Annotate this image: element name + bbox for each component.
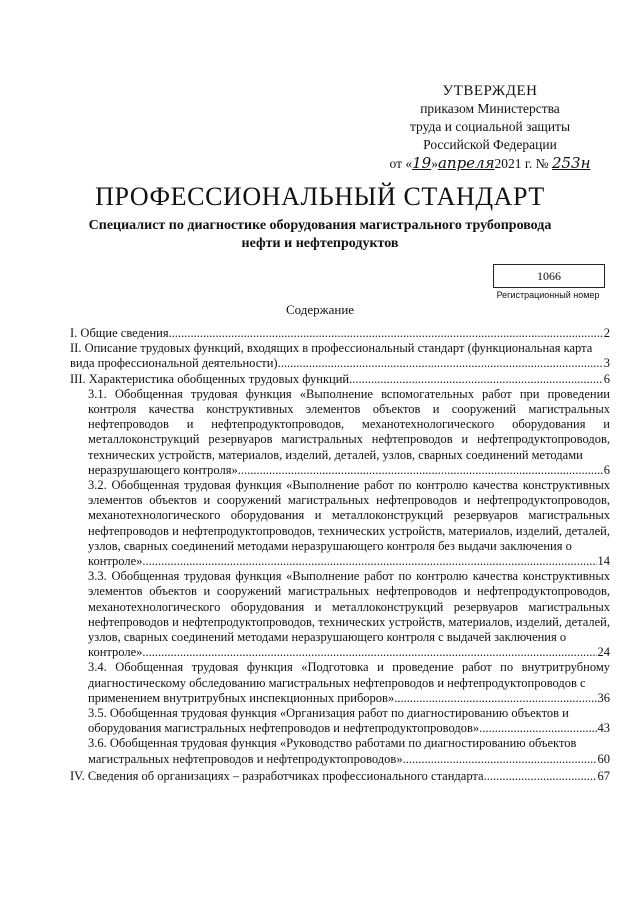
toc-entry-text: I. Общие сведения [70, 326, 169, 340]
toc-entry-section-2[interactable] [70, 341, 610, 371]
date-prefix: от « [389, 156, 413, 171]
toc-leader-dots [484, 769, 597, 784]
approval-line-3: Российской Федерации [423, 137, 557, 152]
toc-page-number: 6 [603, 371, 610, 386]
toc-entry-3-3[interactable] [70, 569, 610, 660]
toc-page-number: 43 [597, 721, 610, 736]
toc-leader-dots [142, 554, 596, 569]
toc-entry-text: 3.6. Обобщенная трудовая функция «Руководство работами по диагностированию объектов [88, 736, 577, 751]
toc-entry-text: 3.2. Обобщенная трудовая функция «Выполнение работ по контролю качества конструктивных элементов объектов и сооружений магистральных нефтепроводов и нефтепродуктопроводов, механотехнологического оборудования и металлоконструкций резервуаров магистральных нефтепроводов и нефтепродуктопроводов, технических устройств, материалов, изделий, деталей, узлов, сварных соединений методами неразрушающего контроля без выдачи заключения о [88, 478, 610, 553]
toc-heading: Содержание [285, 302, 355, 317]
toc-leader-dots [238, 463, 603, 478]
toc-leader-dots [394, 691, 596, 706]
approval-heading: УТВЕРЖДЕН [442, 83, 538, 99]
toc-leader-dots [403, 752, 597, 767]
toc-page-number: 6 [603, 462, 610, 477]
toc-entry-text: II. Описание трудовых функций, входящих в профессиональный стандарт (функциональная карта [70, 341, 593, 356]
toc-page-number: 36 [597, 690, 610, 705]
toc-leader-dots [349, 372, 603, 387]
registration-number-box: 1066 [493, 264, 605, 288]
handwritten-order-number: 253н [551, 154, 591, 172]
document-title: ПРОФЕССИОНАЛЬНЫЙ СТАНДАРТ [95, 182, 545, 211]
toc-page-number: 24 [597, 645, 610, 660]
date-year: 2021 г. № [494, 156, 549, 171]
toc-leader-dots [479, 721, 596, 736]
toc-entry-text: IV. Сведения об организациях – разработчиках профессионального стандарта [70, 768, 484, 783]
toc-entry-section-1[interactable] [70, 326, 610, 341]
toc-entry-3-5[interactable] [70, 706, 610, 736]
toc-entry-section-3[interactable] [70, 372, 610, 387]
toc-page-number: 14 [597, 554, 610, 569]
toc-entry-text-end: контроле» [88, 645, 143, 660]
toc-entry-text: 3.1. Обобщенная трудовая функция «Выполнение вспомогательных работ при проведении контроля качества конструктивных элементов объектов и сооружений магистральных нефтепроводов и нефтепродуктопроводов, механотехнологического оборудования и металлоконструкций резервуаров магистральных нефтепроводов и нефтепродуктопроводов, технических устройств, материалов, изделий, деталей, узлов, сварных соединений методами [88, 386, 610, 462]
handwritten-month: апреля [437, 154, 495, 172]
table-of-contents [70, 326, 610, 784]
toc-entry-3-6[interactable] [70, 736, 610, 766]
document-subtitle: Специалист по диагностике оборудования магистрального трубопровода нефти и нефтепродуктов [88, 218, 552, 251]
toc-page-number: 67 [597, 768, 610, 783]
toc-entry-section-4[interactable] [70, 769, 610, 784]
toc-page-number: 60 [597, 751, 610, 766]
toc-entry-text-end: оборудования магистральных нефтепроводов и нефтепродуктопроводов» [88, 721, 480, 736]
toc-leader-dots [278, 356, 603, 371]
toc-entry-text: 3.5. Обобщенная трудовая функция «Организация работ по диагностированию объектов и [88, 706, 569, 721]
toc-entry-3-4[interactable] [70, 660, 610, 706]
approval-block [380, 82, 600, 173]
handwritten-day: 19 [412, 154, 432, 172]
approval-date-line [380, 154, 600, 173]
toc-entry-text-end: контроле» [88, 554, 143, 569]
date-mid: » [431, 156, 438, 171]
toc-page-number: 3 [603, 356, 610, 371]
toc-entry-text: 3.4. Обобщенная трудовая функция «Подготовка и проведение работ по внутритрубному диагностическому обследованию магистральных нефтепроводов и нефтепродуктопроводов с [88, 660, 610, 690]
toc-entry-text-end: применением внутритрубных инспекционных приборов» [88, 690, 395, 705]
toc-page-number: 2 [603, 326, 610, 340]
toc-entry-text: III. Характеристика обобщенных трудовых функций [70, 371, 350, 386]
approval-line-1: приказом Министерства [420, 101, 560, 116]
toc-entry-text-end: вида профессиональной деятельности) [70, 356, 278, 371]
registration-number-label: Регистрационный номер [496, 290, 600, 300]
toc-entry-text: 3.3. Обобщенная трудовая функция «Выполнение работ по контролю качества конструктивных элементов объектов и сооружений магистральных нефтепроводов и нефтепродуктопроводов, механотехнологического оборудования и металлоконструкций резервуаров магистральных нефтепроводов и нефтепродуктопроводов, технических устройств, материалов, изделий, деталей, узлов, сварных соединений методами неразрушающего контроля с выдачей заключения о [88, 569, 610, 645]
toc-entry-3-1[interactable] [70, 387, 610, 478]
approval-line-2: труда и социальной защиты [409, 119, 571, 134]
toc-entry-3-2[interactable] [70, 478, 610, 569]
toc-entry-text-end: магистральных нефтепроводов и нефтепродуктопроводов» [88, 751, 403, 766]
toc-leader-dots [142, 645, 596, 660]
toc-leader-dots [169, 326, 603, 341]
toc-entry-text-end: неразрушающего контроля» [88, 462, 238, 477]
